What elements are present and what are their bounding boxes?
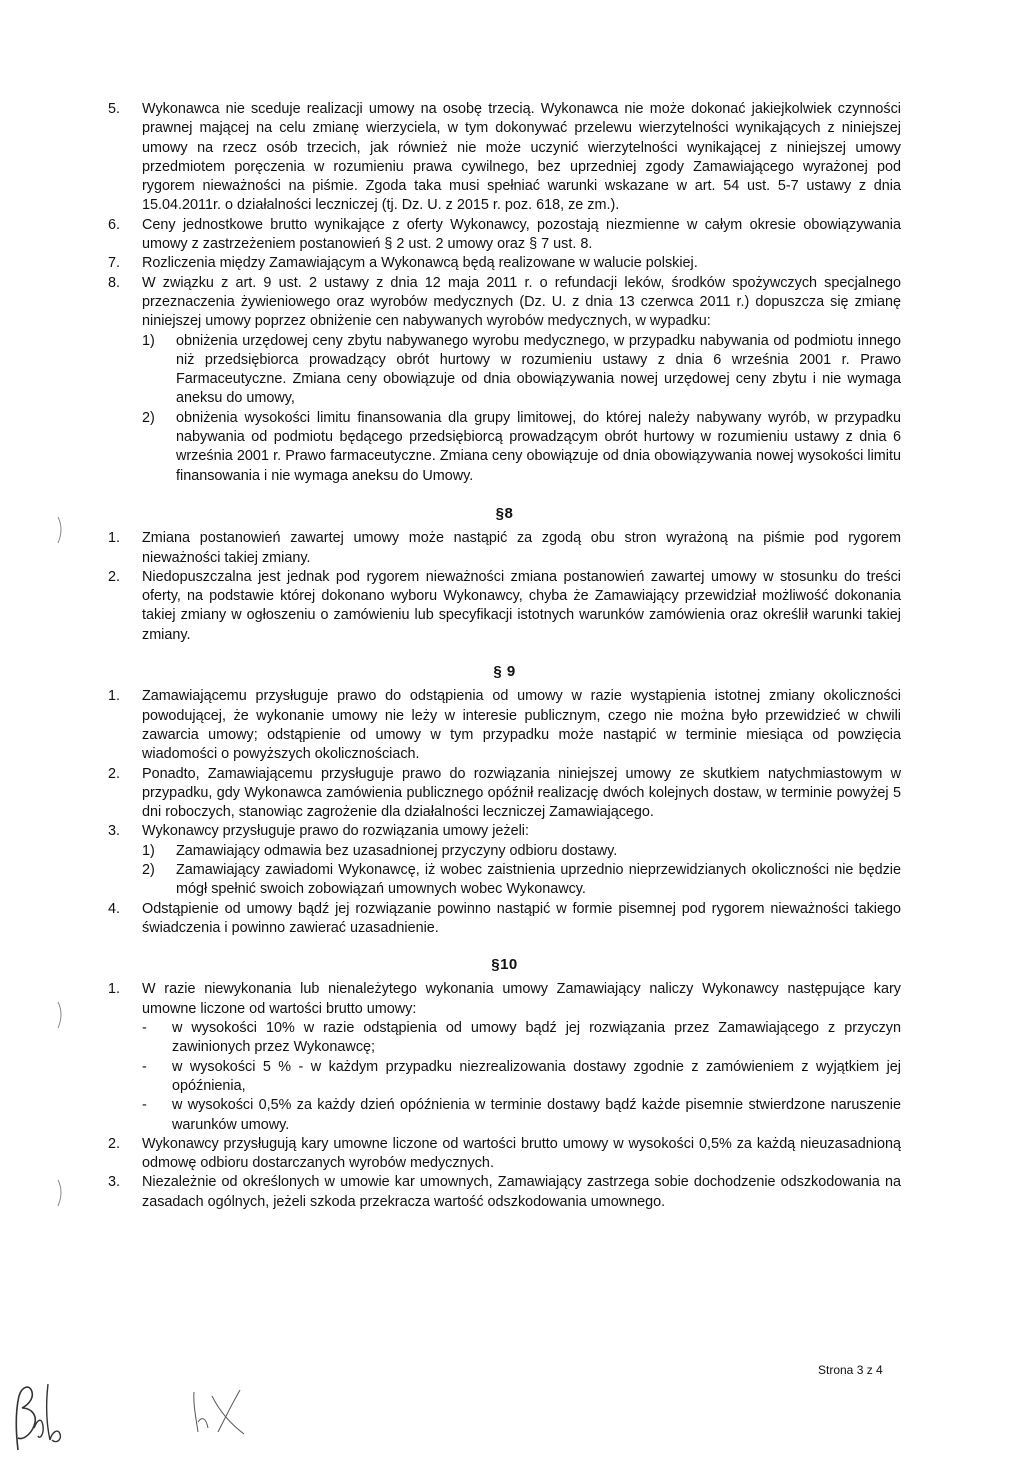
item-text: Ponadto, Zamawiającemu przysługuje prawo do rozwiązania niniejszej umowy ze skutkiem natychmiastowym w przypadku, gdy Wykonawca zamówienia publicznego opóźnił realizację dwóch kolejnych dostaw, w terminie powyżej 5 dni roboczych, stanowiąc zagrożenie dla działalności leczniczej Zamawiającego. — [142, 765, 901, 821]
item-number: 1. — [108, 530, 121, 547]
subitem-8-2 — [142, 409, 901, 486]
item-text: Wykonawca nie sceduje realizacji umowy na osobę trzecią. Wykonawca nie może dokonać jakiejkolwiek czynności prawnej mającej na celu zmianę wierzyciela, w tym dokonywać przelewu wierzytelności wynikających z niniejszej umowy na rzecz osób trzecich, jak również nie może uczynić wierzytelności wynikającej z niniejszej umowy przedmiotem poręczenia w rozumieniu prawa cywilnego, bez uprzedniej zgody Zamawiającego wyrażonej pod rygorem nieważności na piśmie. Zgoda taka musi spełniać warunki wskazane w art. 54 ust. 5-7 ustawy z dnia 15.04.2011r. o działalności leczniczej (tj. Dz. U. z 2015 r. poz. 618, ze zm.). — [142, 101, 901, 214]
subitem-9-3-1 — [142, 842, 901, 861]
section-heading-10: §10 — [491, 956, 518, 974]
s10-item-3 — [108, 1173, 901, 1212]
margin-mark — [55, 1178, 67, 1208]
margin-mark — [55, 1000, 67, 1030]
subitem-number: 1) — [142, 842, 155, 859]
item-number: 7. — [108, 255, 121, 272]
item-text: Zamawiającemu przysługuje prawo do odstąpienia od umowy w razie wystąpienia istotnej zmiany okoliczności powodującej, że wykonanie umowy nie leży w interesie publicznym, czego nie można było przewidzieć w chwili zawarcia umowy; odstąpienie od umowy w tym przypadku może nastąpić w terminie miesiąca od powzięcia wiadomości o powyższych okolicznościach. — [142, 688, 901, 763]
document-page — [108, 100, 901, 1212]
paragraph-7 — [108, 254, 901, 273]
dash-text: w wysokości 5 % - w każdym przypadku niezrealizowania dostawy zgodnie z zamówieniem z wyjątkiem jej opóźnienia, — [172, 1058, 901, 1094]
dash-item-3 — [142, 1096, 901, 1135]
s8-item-2 — [108, 568, 901, 645]
s10-item-2 — [108, 1135, 901, 1174]
paragraph-8 — [108, 274, 901, 486]
dash-bullet: - — [142, 1097, 147, 1114]
paragraph-5 — [108, 100, 901, 216]
item-number: 2. — [108, 765, 121, 782]
s9-item-4 — [108, 900, 901, 939]
subitem-text: obniżenia urzędowej ceny zbytu nabywanego wyrobu medycznego, w przypadku nabywania od podmiotu innego niż przedsiębiorca prowadzący obrót hurtowy w rozumieniu ustawy z dnia 6 września 2001 r. Prawo Farmaceutyczne. Zmiana ceny obowiązuje od dnia obowiązywania nowej urzędowej ceny zbytu i nie wymaga aneksu do umowy, — [176, 332, 901, 407]
subitem-number: 2) — [142, 861, 155, 878]
dash-text: w wysokości 10% w razie odstąpienia od umowy bądź jej rozwiązania przez Zamawiającego z przyczyn zawinionych przez Wykonawcę; — [172, 1020, 901, 1056]
item-text: W razie niewykonania lub nienależytego wykonania umowy Zamawiający naliczy Wykonawcy następujące kary umowne liczone od wartości brutto umowy: — [142, 981, 901, 1017]
s9-item-2 — [108, 765, 901, 823]
subitem-8-1 — [142, 332, 901, 409]
section-heading-9: § 9 — [493, 663, 516, 681]
item-number: 1. — [108, 981, 121, 998]
dash-item-2 — [142, 1058, 901, 1097]
item-number: 5. — [108, 101, 121, 117]
dash-bullet: - — [142, 1058, 147, 1075]
signature-initials — [10, 1378, 66, 1453]
item-number: 1. — [108, 688, 121, 705]
dash-text: w wysokości 0,5% za każdy dzień opóźnienia w terminie dostawy bądź każde pisemnie stwierdzone naruszenie warunków umowy. — [172, 1097, 901, 1133]
item-number: 3. — [108, 1174, 121, 1191]
item-number: 8. — [108, 274, 121, 291]
item-text: Zmiana postanowień zawartej umowy może nastąpić za zgodą obu stron wyrażoną na piśmie pod rygorem nieważności takiej zmiany. — [142, 530, 901, 566]
top-items — [108, 100, 901, 486]
s9-item-3 — [108, 822, 901, 899]
section-heading-8: §8 — [495, 504, 514, 522]
item-text: Wykonawcy przysługuje prawo do rozwiązania umowy jeżeli: — [142, 823, 529, 840]
page-number: Strona 3 z 4 — [818, 1363, 883, 1377]
margin-mark — [55, 515, 67, 545]
s8-item-1 — [108, 529, 901, 568]
item-number: 4. — [108, 900, 121, 917]
signature-scribble — [188, 1388, 250, 1438]
item-number: 2. — [108, 568, 121, 585]
paragraph-6 — [108, 216, 901, 255]
s10-item-1 — [108, 980, 901, 1134]
item-text: Niedopuszczalna jest jednak pod rygorem nieważności zmiana postanowień zawartej umowy w stosunku do treści oferty, na podstawie której dokonano wyboru Wykonawcy, chyba że Zamawiający przewidział możliwość dokonania takiej zmiany w ogłoszeniu o zamówieniu lub specyfikacji istotnych warunków zamówienia oraz określił warunki takiej zmiany. — [142, 568, 901, 643]
item-number: 6. — [108, 216, 121, 233]
item-text: Niezależnie od określonych w umowie kar umownych, Zamawiający zastrzega sobie dochodzenie odszkodowania na zasadach ogólnych, jeżeli szkoda przekracza wartość odszkodowania umownego. — [142, 1174, 901, 1210]
s9-item-1 — [108, 687, 901, 764]
subitem-number: 1) — [142, 332, 155, 349]
subitem-text: obniżenia wysokości limitu finansowania dla grupy limitowej, do której należy nabywany wyrób, w przypadku nabywania od podmiotu będącego przedsiębiorcą prowadzącym obrót hurtowy w rozumieniu ustawy z dnia 6 września 2001 r. Prawo farmaceutyczne. Zmiana ceny obowiązuje od dnia obowiązywania nowej wysokości limitu finansowania i nie wymaga aneksu do Umowy. — [176, 409, 901, 484]
subitem-text: Zamawiający zawiadomi Wykonawcę, iż wobec zaistnienia uprzednio nieprzewidzianych okoliczności nie będzie mógł spełnić swoich zobowiązań umownych wobec Wykonawcy. — [176, 861, 901, 898]
item-text: Odstąpienie od umowy bądź jej rozwiązanie powinno nastąpić w formie pisemnej pod rygorem nieważności takiego świadczenia i powinno zawierać uzasadnienie. — [142, 900, 901, 936]
item-text: Rozliczenia między Zamawiającym a Wykonawcą będą realizowane w walucie polskiej. — [142, 255, 698, 272]
item-text: Wykonawcy przysługują kary umowne liczone od wartości brutto umowy w wysokości 0,5% za każdą nieuzasadnioną odmowę odbioru dostarczanych wyrobów medycznych. — [142, 1135, 901, 1172]
item-number: 2. — [108, 1135, 121, 1152]
item-number: 3. — [108, 823, 121, 840]
dash-bullet: - — [142, 1020, 147, 1037]
item-text: Ceny jednostkowe brutto wynikające z oferty Wykonawcy, pozostają niezmienne w całym okresie obowiązywania umowy z zastrzeżeniem postanowień § 2 ust. 2 umowy oraz § 7 ust. 8. — [142, 216, 901, 253]
subitem-number: 2) — [142, 409, 155, 426]
subitem-9-3-2 — [142, 861, 901, 900]
subitem-text: Zamawiający odmawia bez uzasadnionej przyczyny odbioru dostawy. — [176, 842, 618, 859]
dash-item-1 — [142, 1019, 901, 1058]
item-text: W związku z art. 9 ust. 2 ustawy z dnia 12 maja 2011 r. o refundacji leków, środków spożywczych specjalnego przeznaczenia żywieniowego oraz wyrobów medycznych (Dz. U. z dnia 13 czerwca 2011 r.) dopuszcza się zmianę niniejszej umowy poprzez obniżenie cen nabywanych wyrobów medycznych, w wypadku: — [142, 274, 901, 330]
